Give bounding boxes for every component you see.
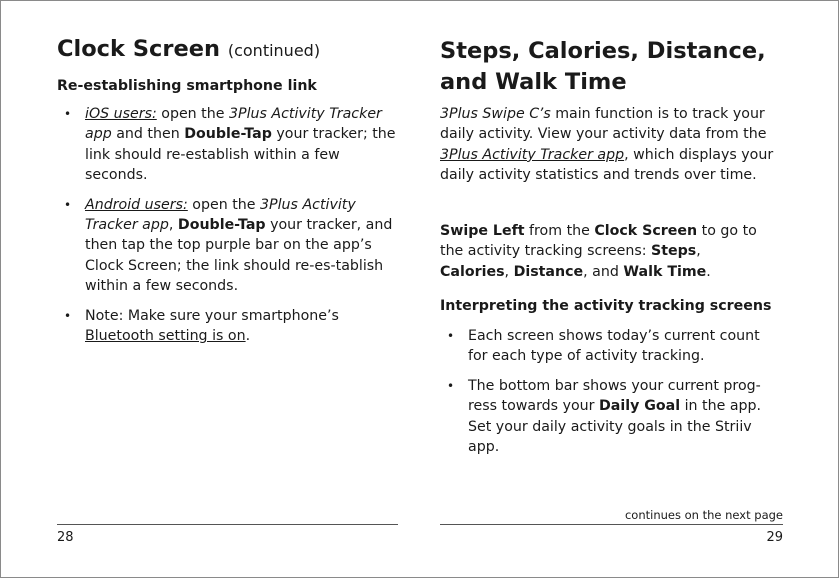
subheading-interpreting: Interpreting the activity tracking screens (440, 298, 772, 314)
bluetooth-setting-text: Bluetooth setting is on (85, 328, 246, 345)
relink-bullet-list (57, 104, 399, 346)
text-run: . (245, 328, 251, 345)
text-run: The bottom bar shows your current prog-ress towards your (468, 377, 761, 415)
bullet-dot: • (64, 197, 72, 212)
page-title-clock-screen (57, 36, 320, 62)
steps-text: Steps (651, 243, 697, 260)
walk-time-text: Walk Time (623, 263, 707, 280)
subheading-relink: Re-establishing smartphone link (57, 78, 317, 94)
android-users-label: Android users: (85, 196, 188, 213)
page-number: 29 (766, 530, 783, 545)
text-run: main function is to track your daily activity. View your activity data from the (440, 106, 767, 143)
bullet-android (57, 195, 399, 297)
bullet-dot: • (447, 378, 455, 393)
app-name: 3Plus Activity Tracker app (85, 196, 356, 234)
title-suffix: (continued) (227, 41, 321, 60)
bullet-ios (57, 104, 399, 186)
right-page (440, 0, 792, 578)
text-run: and then (111, 126, 185, 143)
double-tap-text: Double-Tap (184, 126, 272, 143)
text-run: , (504, 263, 514, 280)
bullet-dot: • (64, 107, 72, 121)
text-run: open the (156, 106, 229, 122)
daily-goal-text: Daily Goal (599, 398, 681, 415)
text-run: , (696, 243, 701, 260)
footer-rule (440, 524, 783, 525)
bullet-bottom-bar (440, 376, 782, 458)
device-name: 3Plus Swipe C’s (440, 106, 551, 122)
text-run: , (168, 217, 178, 234)
continues-note: continues on the next page (624, 508, 783, 522)
text-run: in the app. Set your daily activity goals in the Striiv app. (468, 398, 762, 456)
interpret-bullet-list (440, 326, 782, 457)
text-run: Each screen shows today’s current count for each type of activity tracking. (468, 328, 760, 365)
text-run: . (706, 263, 711, 280)
text-run: your tracker; the link should re-establish within a few seconds. (85, 126, 396, 184)
text-run: , which displays your daily activity statistics and trends over time. (440, 146, 774, 184)
bullet-dot: • (64, 308, 72, 323)
app-link-text: 3Plus Activity Tracker app (440, 146, 625, 163)
distance-text: Distance (513, 263, 584, 280)
text-run: Note: Make sure your smartphone’s (85, 307, 339, 324)
bullet-each-screen (440, 326, 782, 367)
bullet-bluetooth-note (57, 306, 399, 347)
swipe-paragraph (440, 221, 770, 282)
text-run: from the (524, 223, 595, 239)
left-page (57, 0, 402, 578)
clock-screen-text: Clock Screen (594, 223, 698, 239)
title-text: Clock Screen (57, 36, 220, 62)
double-tap-text: Double-Tap (177, 217, 266, 234)
page-title-steps: Steps, Calories, Distance, and Walk Time (440, 38, 766, 95)
bullet-dot: • (447, 329, 455, 343)
ios-users-label: iOS users: (85, 106, 157, 122)
text-run: , and (583, 263, 624, 280)
text-run: to go to the activity tracking screens: (440, 223, 757, 260)
swipe-left-text: Swipe Left (440, 223, 525, 239)
text-run: your tracker, and then tap the top purple bar on the app’s Clock Screen; the link should re-es-tablish within a few seconds. (85, 217, 393, 295)
calories-text: Calories (440, 263, 505, 280)
intro-paragraph (440, 104, 792, 186)
page-number: 28 (57, 530, 74, 545)
footer-rule (57, 524, 398, 525)
app-name: 3Plus Activity Tracker app (85, 106, 382, 143)
text-run: open the (187, 196, 261, 213)
